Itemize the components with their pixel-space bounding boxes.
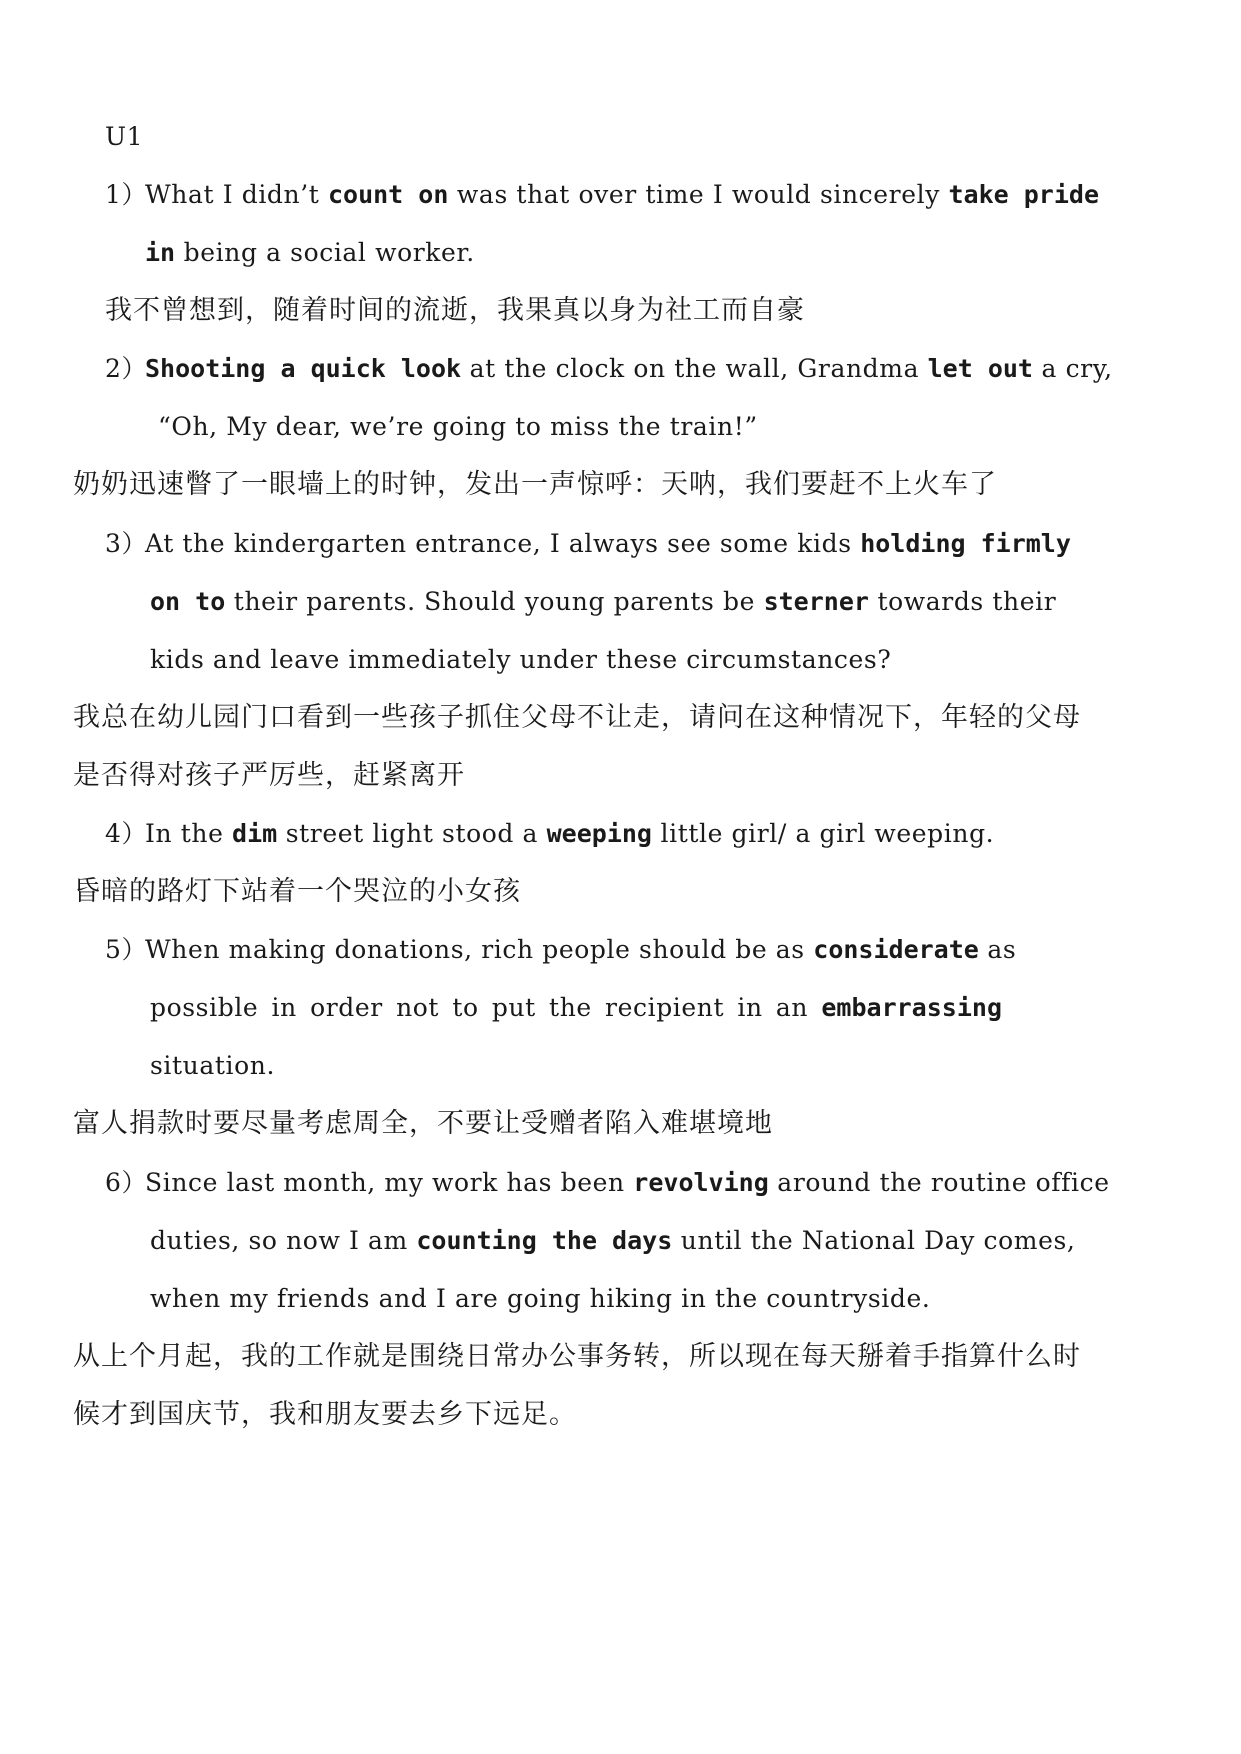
sentence-text: In the xyxy=(145,819,233,848)
sentence-text: duties, so now I am xyxy=(150,1226,417,1255)
key-phrase: on to xyxy=(150,587,226,616)
chinese-translation-6-line-1: 从上个月起，我的工作就是围绕日常办公事务转，所以现在每天掰着手指算什么时 xyxy=(73,1341,1081,1372)
chinese-translation-5-line-1: 富人捐款时要尽量考虑周全，不要让受赠者陷入难堪境地 xyxy=(73,1108,773,1139)
english-sentence-2-line-1 xyxy=(145,352,1113,386)
sentence-text: situation. xyxy=(150,1051,276,1080)
english-sentence-1-line-2 xyxy=(145,236,475,270)
english-sentence-3-line-2 xyxy=(150,585,1057,619)
sentence-text: their parents. Should young parents be xyxy=(225,587,764,616)
key-phrase: considerate xyxy=(813,935,979,964)
sentence-text: as xyxy=(978,935,1017,964)
sentence-text: possible in order not to put the recipient in an xyxy=(150,993,822,1022)
english-sentence-6-line-2 xyxy=(150,1224,1076,1258)
sentence-text: being a social worker. xyxy=(175,238,475,267)
english-sentence-2-line-2 xyxy=(158,410,758,444)
english-sentence-4-line-1 xyxy=(145,817,994,851)
chinese-translation-1-line-1: 我不曾想到，随着时间的流逝，我果真以身为社工而自豪 xyxy=(105,295,805,326)
english-sentence-3-line-3 xyxy=(150,643,891,677)
english-sentence-1-line-1 xyxy=(145,178,1099,212)
chinese-translation-4-line-1: 昏暗的路灯下站着一个哭泣的小女孩 xyxy=(73,876,521,907)
english-sentence-5-line-3 xyxy=(150,1049,275,1083)
sentence-text: Since last month, my work has been xyxy=(145,1168,634,1197)
item-number-4: 4） xyxy=(105,819,148,848)
key-phrase: take pride xyxy=(948,180,1099,209)
english-sentence-5-line-1 xyxy=(145,933,1017,967)
english-sentence-3-line-1 xyxy=(145,527,1071,561)
key-phrase: Shooting a quick look xyxy=(145,354,462,383)
key-phrase: let out xyxy=(927,354,1033,383)
sentence-text: At the kindergarten entrance, I always see some kids xyxy=(145,529,861,558)
key-phrase: count on xyxy=(327,180,449,209)
key-phrase: holding firmly xyxy=(860,529,1071,558)
sentence-text: What I didn’t xyxy=(145,180,328,209)
sentence-text: a cry, xyxy=(1032,354,1113,383)
item-number-1: 1） xyxy=(105,180,148,209)
item-number-3: 3） xyxy=(105,529,148,558)
sentence-text: was that over time I would sincerely xyxy=(448,180,949,209)
chinese-translation-3-line-2: 是否得对孩子严厉些，赶紧离开 xyxy=(73,760,465,791)
key-phrase: embarrassing xyxy=(821,993,1002,1022)
chinese-translation-3-line-1: 我总在幼儿园门口看到一些孩子抓住父母不让走，请问在这种情况下，年轻的父母 xyxy=(73,702,1081,733)
chinese-translation-6-line-2: 候才到国庆节，我和朋友要去乡下远足。 xyxy=(73,1399,577,1430)
sentence-text: around the routine office xyxy=(768,1168,1110,1197)
key-phrase: revolving xyxy=(633,1168,769,1197)
unit-heading: U1 xyxy=(105,122,144,151)
english-sentence-6-line-3 xyxy=(150,1282,930,1316)
key-phrase: weeping xyxy=(546,819,652,848)
item-number-5: 5） xyxy=(105,935,148,964)
sentence-text: “Oh, My dear, we’re going to miss the train!” xyxy=(158,412,758,441)
key-phrase: counting the days xyxy=(416,1226,673,1255)
key-phrase: dim xyxy=(232,819,278,848)
english-sentence-5-line-2 xyxy=(150,991,1002,1025)
item-number-6: 6） xyxy=(105,1168,148,1197)
key-phrase: sterner xyxy=(763,587,869,616)
item-number-2: 2） xyxy=(105,354,148,383)
sentence-text: until the National Day comes, xyxy=(672,1226,1076,1255)
sentence-text: at the clock on the wall, Grandma xyxy=(461,354,928,383)
sentence-text: little girl/ a girl weeping. xyxy=(651,819,995,848)
chinese-translation-2-line-1: 奶奶迅速瞥了一眼墙上的时钟，发出一声惊呼：天呐，我们要赶不上火车了 xyxy=(73,469,997,500)
sentence-text: when my friends and I are going hiking in the countryside. xyxy=(150,1284,931,1313)
sentence-text: When making donations, rich people should be as xyxy=(145,935,814,964)
sentence-text: street light stood a xyxy=(277,819,547,848)
key-phrase: in xyxy=(145,238,176,267)
english-sentence-6-line-1 xyxy=(145,1166,1110,1200)
sentence-text: kids and leave immediately under these circumstances? xyxy=(150,645,892,674)
sentence-text: towards their xyxy=(868,587,1057,616)
